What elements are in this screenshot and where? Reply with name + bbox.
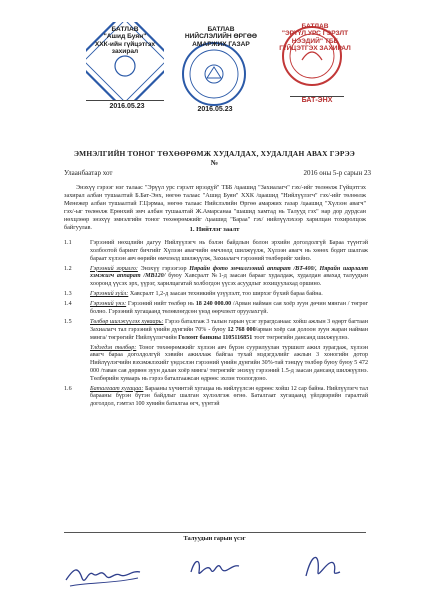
clause-number: 1.2 bbox=[64, 265, 72, 272]
clause-item bbox=[64, 240, 368, 263]
clause-bold: 12 768 000 bbox=[227, 326, 256, 333]
clause-label: Баталгаат хугацаа: bbox=[90, 385, 144, 392]
clause-bold: 18 240 000.00 bbox=[195, 301, 232, 308]
clause-number: 1.4 bbox=[64, 301, 72, 308]
document-date: 2016 оны 5-р сарын 23 bbox=[303, 169, 371, 177]
middle-stamp-line: БАТЛАВ bbox=[207, 26, 235, 33]
clause-text bbox=[90, 266, 368, 289]
clause-label: Гэрээний үнэ: bbox=[90, 301, 127, 308]
clause-item bbox=[64, 345, 368, 384]
right-stamp-name: БАТ-ЭНХ bbox=[301, 97, 333, 104]
clause-body: Гэрээний нөхцлийн дагуу Нийлүүлэгч нь бэлэн байдлын болон эрхийн доголдолгүй Бараа түүнтэй холбоотой баримт бичгийг Хүлээн авагчийн өмчлөлд шилжүүлж, Хүлээн авагч нь хөнөх бодит шалгаж бараат хүлээн авч өөрийн өмчлөлд шилжүүлж, Захиалагч гэрээний төлбөрийг хийнэ. bbox=[90, 240, 368, 262]
left-stamp-line: БАТЛАВ bbox=[111, 26, 139, 33]
clause-list bbox=[64, 240, 368, 411]
clause-body: Тоног төхөөрөмжийг хүлээн авч бүрэн суурилуулан туршилт ажил зурагдаж, хүлээн авагч бараа доголдолгүй хэвийн ажиллаж байгаа тухай мэдэгдэлийг ажлын 3 хоногийн дотор Нийлүүлэгчийн вэхэмжлэхийг үндэслэн гэрээний үнийн дүнгийн 30%-тай тэнцүү төлбөр буюу буюу 5 472 000 /таван сая дөрвөн зуун далан хоёр мянга/ төгрөгийг энэхүү гэрээний 1.5-д заасан дансанд шилжүүлнэ. Төлбөрийн хуваарь нь гэрээ баталгаажсан өдрөөс эхлэн тоологдоно. bbox=[90, 344, 368, 382]
clause-bold: Голомт банкны 1105116851 bbox=[178, 334, 253, 341]
middle-stamp-text bbox=[176, 26, 266, 48]
signature-right bbox=[300, 546, 346, 584]
right-stamp-text bbox=[276, 23, 354, 52]
clause-text bbox=[90, 301, 368, 317]
clause-label: Үлдэгдэл төлбөр: bbox=[90, 344, 137, 351]
clause-item bbox=[64, 386, 368, 409]
middle-stamp-line: НИЙСЛЭЛИЙН ӨРГӨӨ bbox=[184, 33, 258, 41]
left-stamp-line: захирал bbox=[111, 47, 139, 55]
clause-item bbox=[64, 291, 368, 299]
clause-body: Барааны хүчинтэй хугацаа нь нийлүүлсэн өдрөөс хойш 12 сар байна. Нийлүүлэгч тал барааны бүрэн бүтэн байдлыг шалган хүлээлгэж өгнө. Баталгаат хугацаанд үйлдвэрийн гаралтай доголдол, гэмтэл 100 хувийн баталгаа өгч, үүнтэй bbox=[90, 385, 368, 408]
clause-body: /Арван найман сая хоёр зуун дөчин мянган / төгрөг болно. Гэрээний хугацаанд төлөвлөгдсөн үнэд өөрчлөлт оруулахгүй. bbox=[90, 301, 368, 315]
left-stamp-text bbox=[84, 26, 166, 55]
left-stamp-line: "Ашид Буян" bbox=[103, 33, 147, 41]
clause-body: Энэхүү гэрээгээр bbox=[137, 265, 190, 272]
clause-item bbox=[64, 266, 368, 289]
clause-number: 1.1 bbox=[64, 240, 72, 246]
signature-label: Талуудын гарын үсэг bbox=[183, 535, 246, 542]
clause-label: Гэрээний зүйл: bbox=[90, 291, 129, 298]
clause-text bbox=[90, 240, 368, 263]
right-stamp-rule bbox=[290, 96, 344, 97]
middle-stamp-line: АМАРЖИХ ГАЗАР bbox=[192, 40, 250, 48]
clause-number bbox=[64, 345, 90, 384]
right-stamp-line: НЭЭДИЙ" ТББ bbox=[291, 37, 339, 45]
clause-text bbox=[90, 291, 368, 299]
right-stamp-line: БАТЛАВ bbox=[301, 23, 329, 30]
middle-round-seal bbox=[180, 40, 248, 108]
intro-paragraph: Энэхүү гэрээг нэг талаас "Эрүүл урс гэрэлт ирээдүй" ТББ /цаашид "Захиалагч" гэх/-ийг төлөөлж Гүйцэтгэх захирал албан тушаалтай Б.Бат-Энх, нөгөө талаас "Ашид Буян" ХХК /цаашид "Нийлүүлэгч" гэх/-ийг төлөөлж Менежер албан тушаалтай Г.Цэрмаа, нөгөө талаас Нийслэлийн Өргөө амаржих газар /цаашид "Хүлээн авагч" гэх/-ыг төлөөлж Ерөнхий эмч албан тушаалтай Ж.Амарсанаа "шашид хамтад нь Талууд гэх" нар дор дурдсан нөхцлөөр энэхүү эмнэлгийн тоног төхөөрөмжийг /цаашид "Бараа" гэх/ нийлүүлэхээр харилцан тохиролцож байгуулав. bbox=[64, 184, 366, 232]
clause-body: Гэрээний нийт төлбөр нь bbox=[126, 301, 196, 308]
clause-text bbox=[90, 319, 368, 342]
clause-number: 1.5 bbox=[64, 318, 72, 325]
clause-item bbox=[64, 301, 368, 317]
clause-body: /арван хоёр сая долоон зуун жаран найман мянга/ төгрөгийг Нийлүүлэгчийн bbox=[90, 326, 369, 341]
clause-number: 1.6 bbox=[64, 385, 72, 392]
clause-bold: Нярайн фото эмчилгээний аппарат /BT-400/, Нярайн шарлалт хэмжигч аппарат /МВ120/ bbox=[90, 265, 368, 280]
approval-stamps bbox=[0, 0, 429, 118]
clause-text bbox=[90, 386, 368, 409]
clause-number: 1.3 bbox=[64, 291, 72, 298]
clause-body: тоот төгрөгийн дансанд шилжүүлнэ. bbox=[252, 334, 349, 341]
right-stamp-line: "ЭРҮҮЛ УРС ГЭРЗЛТ bbox=[281, 30, 349, 38]
left-stamp-rule bbox=[86, 100, 164, 101]
clause-item bbox=[64, 319, 368, 342]
right-stamp-line: ГҮЙЦЭТГЭХ ЗАХИРАЛ bbox=[279, 44, 351, 52]
clause-label: Гэрээний зорилго: bbox=[90, 265, 138, 272]
clause-body: Хавсралт 1,2-д заасан техникийн үзүүлэлт, тоо ширхэг бүхий бараа байна. bbox=[128, 291, 323, 298]
clause-body: Гэрээ баталгаж 3 талын гарын үсэг зурагдсанаас хойш ажлын 3 өдөрт багтаан Захиалагч тал гэрээний үнийн дүнгийн 70% - буюу bbox=[90, 318, 368, 333]
section-title: 1. Нийтлэг заалт bbox=[189, 226, 240, 233]
clause-body: буюу Хавсралт №1-д заасан барааг худалдаж, худалдан авахад талуудын хооронд үүсэх эрх, үүрэг, харилцагатай холбогдон үүсэх асуудлыг зохицуулахад оршино. bbox=[90, 273, 368, 288]
signature-middle bbox=[185, 548, 245, 582]
document-number: № bbox=[210, 158, 219, 167]
document-title: ЭМНЭЛГИЙН ТОНОГ ТӨХӨӨРӨМЖ ХУДАЛДАХ, ХУДАЛДАН АВАХ ГЭРЭЭ bbox=[73, 149, 356, 158]
clause-label: Төлбөр шилжүүлэх хуваарь: bbox=[90, 318, 164, 325]
left-stamp-line: ХХК-ийн гүйцэтгэх bbox=[94, 40, 156, 48]
signature-divider bbox=[64, 532, 366, 533]
middle-stamp-date: 2016.05.23 bbox=[197, 106, 233, 113]
signature-left bbox=[60, 548, 150, 592]
document-place: Улаанбаатар хот bbox=[64, 169, 113, 177]
clause-text bbox=[90, 345, 368, 384]
left-stamp-date: 2016.05.23 bbox=[109, 103, 145, 110]
